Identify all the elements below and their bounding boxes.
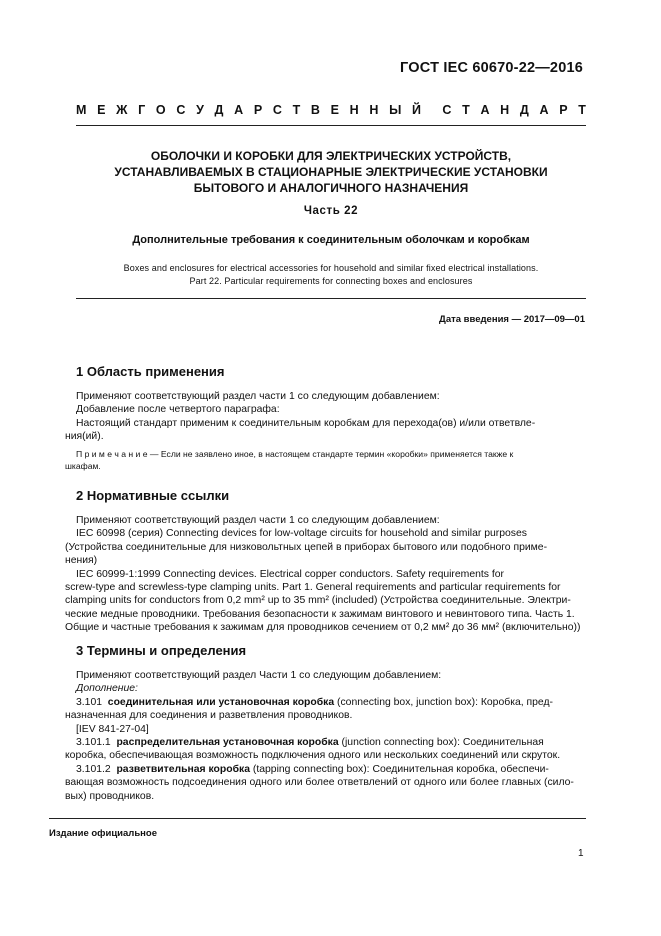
interstate-letter: Р: [253, 103, 263, 117]
interstate-letter: Е: [330, 103, 339, 117]
top-rule: [76, 125, 586, 126]
s1-note-2: шкафам.: [65, 461, 101, 472]
section-3-heading: 3 Термины и определения: [76, 643, 247, 658]
official-edition-label: Издание официальное: [49, 828, 157, 839]
term-2-def: (junction connecting box): Соединительная: [338, 737, 544, 749]
section-3-body: [65, 669, 586, 803]
s1-note: [76, 448, 586, 461]
interstate-letter: Е: [97, 103, 106, 117]
s1-p1: Применяют соответствующий раздел части 1 со следующим добавлением:: [76, 391, 440, 402]
s2-ref2-e: Общие и частные требования к зажимам для проводников сечением от 0,2 мм² до 36 мм² (включительно)): [65, 622, 581, 634]
section-2-heading: 2 Нормативные ссылки: [76, 488, 230, 503]
interstate-letter: Т: [292, 103, 301, 117]
interstate-letter: А: [480, 103, 490, 117]
part-label: Часть 22: [303, 205, 359, 217]
interstate-letter: Г: [138, 103, 146, 117]
s2-ref2-c: clamping units for conductors from 0,2 mm² up to 35 mm² (included) (Устройства соединительные. Электри-: [65, 595, 571, 607]
interstate-letter: Н: [369, 103, 379, 117]
s1-p3a: Настоящий стандарт применим к соединительным коробкам для перехода(ов) и/или ответвле-: [76, 417, 536, 429]
english-title: [76, 262, 586, 287]
term-3-def: (tapping connecting box): Соединительная коробка, обеспечи-: [250, 763, 549, 775]
term-2-number: 3.101.1: [76, 737, 111, 749]
s3-term-1-ref: [IEV 841-27-04]: [76, 723, 149, 735]
term-3-number: 3.101.2: [76, 763, 111, 775]
s2-p1: Применяют соответствующий раздел части 1 со следующим добавлением:: [76, 515, 440, 526]
interstate-letter: А: [234, 103, 244, 117]
title-line-3: БЫТОВОГО И АНАЛОГИЧНОГО НАЗНАЧЕНИЯ: [193, 181, 469, 195]
interstate-letter: Ы: [389, 103, 402, 117]
interstate-letter: Й: [412, 103, 422, 117]
english-title-line-1: Boxes and enclosures for electrical accessories for household and similar fixed electrical installations.: [123, 263, 539, 273]
title-line-1: ОБОЛОЧКИ И КОРОБКИ ДЛЯ ЭЛЕКТРИЧЕСКИХ УСТРОЙСТВ,: [150, 149, 512, 163]
interstate-letter: В: [310, 103, 320, 117]
interstate-letter: У: [196, 103, 204, 117]
term-1-number: 3.101: [76, 696, 103, 708]
s2-ref1-c: нения): [65, 555, 98, 567]
interstate-letter: Н: [349, 103, 359, 117]
s3-term-3-b: вающая возможность подсоединения одного или более ответвлений от одного или более главных (сило-: [65, 777, 574, 789]
title-rule: [76, 298, 586, 299]
s3-term-2-b: коробка, обеспечивающая возможность подключения одного или нескольких соединений или скруток.: [65, 750, 561, 762]
interstate-letter: С: [272, 103, 282, 117]
s2-ref2-a: IEC 60999-1:1999 Connecting devices. Electrical copper conductors. Safety requirements for: [76, 568, 504, 580]
introduction-date: Дата введения — 2017—09—01: [439, 314, 585, 325]
s3-term-2: [65, 736, 586, 749]
s3-term-3: [65, 763, 586, 776]
interstate-letter: А: [539, 103, 549, 117]
interstate-letter: М: [76, 103, 87, 117]
interstate-letter: Д: [214, 103, 224, 117]
interstate-letter: Р: [559, 103, 568, 117]
section-2-body: [65, 514, 586, 635]
s3-term-1-b: назначенная для соединения и разветвления проводников.: [65, 710, 353, 722]
s3-p1: Применяют соответствующий раздел Части 1 со следующим добавлением:: [76, 670, 442, 681]
section-1-heading: 1 Область применения: [76, 364, 225, 379]
interstate-letter: Т: [462, 103, 470, 117]
section-1-body: [65, 390, 586, 473]
s3-p2: Дополнение:: [76, 683, 138, 695]
interstate-letter: Д: [519, 103, 529, 117]
s2-ref2-b: screw-type and screwless-type clamping units. Part 1. General requirements and particular requirements for: [65, 582, 561, 594]
document-title: [76, 148, 586, 196]
s3-term-3-c: вых) проводников.: [65, 790, 155, 802]
term-3-name: разветвительная коробка: [116, 763, 250, 775]
title-line-2: УСТАНАВЛИВАЕМЫХ В СТАЦИОНАРНЫЕ ЭЛЕКТРИЧЕСКИЕ УСТАНОВКИ: [114, 165, 548, 179]
interstate-letter: О: [155, 103, 166, 117]
s2-ref1-a: IEC 60998 (серия) Connecting devices for low-voltage circuits for household and similar purposes: [76, 528, 527, 540]
term-1-def: (connecting box, junction box): Коробка, пред-: [334, 696, 553, 708]
s3-term-1: [65, 696, 586, 709]
s1-p2: Добавление после четвертого параграфа:: [76, 404, 280, 416]
interstate-letter: Ж: [116, 103, 128, 117]
document-subtitle: Дополнительные требования к соединительным оболочкам и коробкам: [132, 234, 530, 246]
note-text: — Если не заявлено иное, в настоящем стандарте термин «коробки» применяется также к: [147, 448, 514, 459]
interstate-letter: Т: [578, 103, 586, 117]
s2-ref2-d: ческие медные проводники. Требования безопасности к зажимам винтового и невинтового типа. Часть 1.: [65, 608, 575, 620]
s1-p3b: ния(ий).: [65, 431, 104, 443]
term-1-name: соединительная или установочная коробка: [107, 696, 335, 708]
english-title-line-2: Part 22. Particular requirements for connecting boxes and enclosures: [189, 275, 473, 286]
s2-ref1-b: (Устройства соединительные для низковольтных цепей в приборах бытового или подобного приме-: [65, 541, 548, 553]
term-2-name: распределительная установочная коробка: [116, 737, 339, 749]
footer-rule: [49, 818, 586, 819]
interstate-letter: Н: [500, 103, 510, 117]
note-label: П р и м е ч а н и е: [76, 448, 148, 459]
interstate-letter: С: [442, 103, 452, 117]
document-number: ГОСТ IEC 60670-22—2016: [400, 60, 583, 76]
interstate-standard-heading: [76, 103, 586, 117]
interstate-letter: С: [176, 103, 186, 117]
page-number: 1: [578, 848, 584, 859]
